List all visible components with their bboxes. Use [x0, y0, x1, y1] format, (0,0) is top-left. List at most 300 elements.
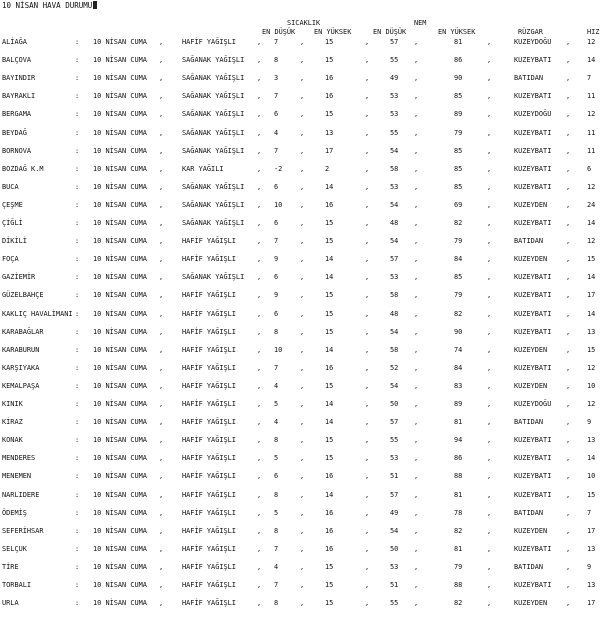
- comma-separator: ,: [257, 599, 262, 608]
- table-row: [0, 599, 609, 611]
- comma-separator: ,: [566, 581, 571, 589]
- comma-separator: ,: [300, 544, 305, 553]
- wind-direction-cell: KUZEYBATI: [514, 544, 552, 553]
- comma-separator: ,: [487, 110, 492, 119]
- wind-speed-cell: 12: [587, 38, 596, 46]
- comma-separator: ,: [159, 110, 164, 119]
- comma-separator: ,: [487, 526, 492, 535]
- place-cell: KARABAĞLAR: [2, 327, 44, 336]
- humidity-max-cell: 82: [454, 219, 463, 227]
- comma-separator: ,: [566, 146, 571, 155]
- place-cell: KAKLIÇ HAVALİMANI: [2, 309, 73, 318]
- comma-separator: ,: [414, 381, 419, 390]
- comma-separator: ,: [365, 200, 370, 209]
- humidity-max-cell: 81: [454, 418, 463, 427]
- humidity-min-cell: 55: [390, 128, 399, 137]
- humidity-min-cell: 52: [390, 363, 399, 372]
- temp-max-cell: 14: [325, 273, 334, 282]
- comma-separator: ,: [300, 345, 305, 354]
- comma-separator: ,: [566, 291, 571, 300]
- colon-separator: :: [75, 490, 80, 499]
- comma-separator: ,: [257, 110, 262, 119]
- colon-separator: :: [75, 237, 80, 246]
- humidity-max-cell: 84: [454, 363, 463, 372]
- comma-separator: ,: [487, 544, 492, 553]
- comma-separator: ,: [257, 436, 262, 445]
- wind-speed-cell: 24: [587, 200, 596, 209]
- colon-separator: :: [75, 128, 80, 137]
- comma-separator: ,: [365, 182, 370, 191]
- comma-separator: ,: [257, 454, 262, 463]
- comma-separator: ,: [300, 219, 305, 227]
- header-ruzgar: RÜZGAR: [518, 28, 543, 36]
- comma-separator: ,: [300, 327, 305, 336]
- colon-separator: :: [75, 182, 80, 191]
- comma-separator: ,: [257, 273, 262, 282]
- temp-max-cell: 15: [325, 327, 334, 336]
- colon-separator: :: [75, 219, 80, 227]
- place-cell: ALİAĞA: [2, 38, 27, 46]
- comma-separator: ,: [159, 418, 164, 427]
- wind-speed-cell: 15: [587, 345, 596, 354]
- place-cell: BAYRAKLI: [2, 92, 36, 101]
- comma-separator: ,: [487, 182, 492, 191]
- colon-separator: :: [75, 56, 80, 65]
- comma-separator: ,: [257, 255, 262, 264]
- date-cell: 10 NİSAN CUMA: [93, 562, 147, 571]
- humidity-max-cell: 69: [454, 200, 463, 209]
- comma-separator: ,: [365, 110, 370, 119]
- comma-separator: ,: [300, 200, 305, 209]
- text-cursor: [93, 1, 97, 9]
- table-row: [0, 74, 609, 86]
- humidity-min-cell: 54: [390, 327, 399, 336]
- colon-separator: :: [75, 327, 80, 336]
- wind-speed-cell: 17: [587, 526, 596, 535]
- header-temp-max: EN YÜKSEK: [314, 28, 352, 36]
- colon-separator: :: [75, 508, 80, 517]
- place-cell: NARLIDERE: [2, 490, 40, 499]
- colon-separator: :: [75, 472, 80, 481]
- wind-direction-cell: KUZEYBATI: [514, 92, 552, 101]
- comma-separator: ,: [159, 363, 164, 372]
- temp-max-cell: 15: [325, 599, 334, 608]
- comma-separator: ,: [414, 327, 419, 336]
- colon-separator: :: [75, 273, 80, 282]
- wind-direction-cell: KUZEYDEN: [514, 599, 548, 608]
- comma-separator: ,: [487, 146, 492, 155]
- place-cell: ÇEŞME: [2, 200, 23, 209]
- temp-min-cell: 9: [274, 255, 279, 264]
- comma-separator: ,: [566, 219, 571, 227]
- temp-max-cell: 16: [325, 363, 334, 372]
- wind-speed-cell: 7: [587, 74, 592, 83]
- comma-separator: ,: [159, 200, 164, 209]
- temp-min-cell: 7: [274, 363, 279, 372]
- date-cell: 10 NİSAN CUMA: [93, 291, 147, 300]
- table-row: [0, 491, 609, 503]
- comma-separator: ,: [414, 363, 419, 372]
- table-row: [0, 56, 609, 68]
- humidity-min-cell: 53: [390, 110, 399, 119]
- humidity-max-cell: 82: [454, 599, 463, 608]
- table-row: [0, 165, 609, 177]
- comma-separator: ,: [365, 327, 370, 336]
- weather-cell: HAFİF YAĞIŞLI: [182, 508, 236, 517]
- comma-separator: ,: [300, 237, 305, 246]
- comma-separator: ,: [159, 562, 164, 571]
- temp-max-cell: 15: [325, 381, 334, 390]
- comma-separator: ,: [257, 309, 262, 318]
- place-cell: SEFERİHSAR: [2, 526, 44, 535]
- date-cell: 10 NİSAN CUMA: [93, 526, 147, 535]
- temp-max-cell: 16: [325, 526, 334, 535]
- temp-min-cell: 7: [274, 237, 279, 246]
- weather-cell: HAFİF YAĞIŞLI: [182, 237, 236, 246]
- weather-cell: HAFİF YAĞIŞLI: [182, 363, 236, 372]
- comma-separator: ,: [414, 74, 419, 83]
- comma-separator: ,: [159, 490, 164, 499]
- comma-separator: ,: [414, 454, 419, 463]
- temp-max-cell: 15: [325, 309, 334, 318]
- wind-speed-cell: 12: [587, 110, 596, 119]
- wind-direction-cell: KUZEYBATI: [514, 581, 552, 589]
- comma-separator: ,: [159, 327, 164, 336]
- wind-speed-cell: 7: [587, 508, 592, 517]
- wind-speed-cell: 15: [587, 255, 596, 264]
- date-cell: 10 NİSAN CUMA: [93, 255, 147, 264]
- comma-separator: ,: [487, 309, 492, 318]
- comma-separator: ,: [566, 381, 571, 390]
- comma-separator: ,: [566, 436, 571, 445]
- weather-cell: HAFİF YAĞIŞLI: [182, 562, 236, 571]
- humidity-min-cell: 55: [390, 436, 399, 445]
- temp-max-cell: 15: [325, 581, 334, 589]
- comma-separator: ,: [257, 544, 262, 553]
- comma-separator: ,: [487, 92, 492, 101]
- humidity-min-cell: 58: [390, 291, 399, 300]
- table-row: [0, 328, 609, 340]
- comma-separator: ,: [566, 418, 571, 427]
- place-cell: MENDERES: [2, 454, 36, 463]
- comma-separator: ,: [257, 182, 262, 191]
- wind-direction-cell: KUZEYBATI: [514, 490, 552, 499]
- colon-separator: :: [75, 92, 80, 101]
- humidity-min-cell: 53: [390, 273, 399, 282]
- temp-min-cell: 4: [274, 562, 279, 571]
- comma-separator: ,: [257, 146, 262, 155]
- humidity-min-cell: 57: [390, 418, 399, 427]
- comma-separator: ,: [365, 56, 370, 65]
- wind-direction-cell: KUZEYBATI: [514, 273, 552, 282]
- place-cell: BOZDAĞ K.M: [2, 164, 44, 173]
- comma-separator: ,: [300, 255, 305, 264]
- comma-separator: ,: [300, 436, 305, 445]
- comma-separator: ,: [159, 273, 164, 282]
- place-cell: URLA: [2, 599, 19, 608]
- comma-separator: ,: [300, 581, 305, 589]
- weather-cell: HAFİF YAĞIŞLI: [182, 381, 236, 390]
- date-cell: 10 NİSAN CUMA: [93, 56, 147, 65]
- date-cell: 10 NİSAN CUMA: [93, 363, 147, 372]
- humidity-min-cell: 57: [390, 255, 399, 264]
- temp-max-cell: 15: [325, 291, 334, 300]
- humidity-max-cell: 78: [454, 508, 463, 517]
- wind-speed-cell: 11: [587, 92, 596, 101]
- comma-separator: ,: [257, 400, 262, 408]
- table-row: [0, 201, 609, 213]
- humidity-max-cell: 85: [454, 164, 463, 173]
- comma-separator: ,: [365, 526, 370, 535]
- wind-direction-cell: KUZEYBATI: [514, 128, 552, 137]
- comma-separator: ,: [365, 472, 370, 481]
- comma-separator: ,: [487, 74, 492, 83]
- temp-min-cell: 4: [274, 128, 279, 137]
- date-cell: 10 NİSAN CUMA: [93, 219, 147, 227]
- wind-direction-cell: KUZEYDEN: [514, 381, 548, 390]
- comma-separator: ,: [487, 291, 492, 300]
- comma-separator: ,: [257, 237, 262, 246]
- comma-separator: ,: [365, 309, 370, 318]
- weather-cell: SAĞANAK YAĞIŞLI: [182, 146, 245, 155]
- temp-min-cell: 6: [274, 219, 279, 227]
- colon-separator: :: [75, 544, 80, 553]
- comma-separator: ,: [566, 164, 571, 173]
- humidity-max-cell: 89: [454, 110, 463, 119]
- wind-direction-cell: KUZEYBATI: [514, 363, 552, 372]
- temp-max-cell: 15: [325, 436, 334, 445]
- wind-direction-cell: BATIDAN: [514, 508, 544, 517]
- comma-separator: ,: [566, 345, 571, 354]
- temp-max-cell: 14: [325, 182, 334, 191]
- wind-speed-cell: 12: [587, 400, 596, 408]
- date-cell: 10 NİSAN CUMA: [93, 508, 147, 517]
- comma-separator: ,: [159, 219, 164, 227]
- date-cell: 10 NİSAN CUMA: [93, 472, 147, 481]
- comma-separator: ,: [365, 164, 370, 173]
- temp-min-cell: 3: [274, 74, 279, 83]
- comma-separator: ,: [487, 38, 492, 46]
- comma-separator: ,: [414, 526, 419, 535]
- comma-separator: ,: [257, 345, 262, 354]
- comma-separator: ,: [566, 255, 571, 264]
- humidity-min-cell: 50: [390, 544, 399, 553]
- comma-separator: ,: [300, 146, 305, 155]
- humidity-min-cell: 48: [390, 219, 399, 227]
- humidity-max-cell: 81: [454, 544, 463, 553]
- comma-separator: ,: [300, 38, 305, 46]
- comma-separator: ,: [365, 273, 370, 282]
- humidity-min-cell: 54: [390, 146, 399, 155]
- comma-separator: ,: [566, 544, 571, 553]
- comma-separator: ,: [159, 400, 164, 408]
- temp-min-cell: 6: [274, 182, 279, 191]
- table-row: [0, 183, 609, 195]
- humidity-max-cell: 79: [454, 237, 463, 246]
- humidity-min-cell: 53: [390, 182, 399, 191]
- comma-separator: ,: [300, 526, 305, 535]
- temp-min-cell: 8: [274, 599, 279, 608]
- temp-min-cell: 10: [274, 345, 283, 354]
- comma-separator: ,: [300, 418, 305, 427]
- weather-cell: HAFİF YAĞIŞLI: [182, 327, 236, 336]
- weather-cell: HAFİF YAĞIŞLI: [182, 418, 236, 427]
- temp-min-cell: 8: [274, 490, 279, 499]
- place-cell: BALÇOVA: [2, 56, 32, 65]
- comma-separator: ,: [300, 472, 305, 481]
- humidity-max-cell: 79: [454, 291, 463, 300]
- place-cell: KİRAZ: [2, 418, 23, 427]
- date-cell: 10 NİSAN CUMA: [93, 146, 147, 155]
- humidity-min-cell: 57: [390, 38, 399, 46]
- date-cell: 10 NİSAN CUMA: [93, 454, 147, 463]
- wind-direction-cell: KUZEYDOĞU: [514, 110, 552, 119]
- temp-min-cell: 6: [274, 273, 279, 282]
- comma-separator: ,: [487, 381, 492, 390]
- document-title: [2, 1, 97, 10]
- comma-separator: ,: [487, 164, 492, 173]
- colon-separator: :: [75, 562, 80, 571]
- wind-direction-cell: BATIDAN: [514, 418, 544, 427]
- wind-direction-cell: KUZEYDOĞU: [514, 38, 552, 46]
- comma-separator: ,: [365, 38, 370, 46]
- header-nem: NEM: [414, 19, 427, 27]
- comma-separator: ,: [414, 472, 419, 481]
- comma-separator: ,: [566, 508, 571, 517]
- comma-separator: ,: [414, 490, 419, 499]
- comma-separator: ,: [365, 128, 370, 137]
- wind-direction-cell: KUZEYBATI: [514, 291, 552, 300]
- comma-separator: ,: [159, 309, 164, 318]
- weather-cell: SAĞANAK YAĞIŞLI: [182, 182, 245, 191]
- comma-separator: ,: [566, 38, 571, 46]
- comma-separator: ,: [300, 400, 305, 408]
- temp-min-cell: 7: [274, 581, 279, 589]
- date-cell: 10 NİSAN CUMA: [93, 74, 147, 83]
- temp-min-cell: 4: [274, 381, 279, 390]
- temp-min-cell: 8: [274, 327, 279, 336]
- table-row: [0, 454, 609, 466]
- place-cell: TORBALI: [2, 581, 32, 589]
- humidity-min-cell: 51: [390, 581, 399, 589]
- place-cell: BUCA: [2, 182, 19, 191]
- comma-separator: ,: [365, 345, 370, 354]
- comma-separator: ,: [257, 581, 262, 589]
- comma-separator: ,: [257, 74, 262, 83]
- colon-separator: :: [75, 38, 80, 46]
- date-cell: 10 NİSAN CUMA: [93, 128, 147, 137]
- humidity-max-cell: 84: [454, 255, 463, 264]
- comma-separator: ,: [487, 255, 492, 264]
- date-cell: 10 NİSAN CUMA: [93, 164, 147, 173]
- comma-separator: ,: [300, 182, 305, 191]
- comma-separator: ,: [300, 490, 305, 499]
- temp-min-cell: 6: [274, 472, 279, 481]
- comma-separator: ,: [414, 237, 419, 246]
- date-cell: 10 NİSAN CUMA: [93, 436, 147, 445]
- comma-separator: ,: [487, 436, 492, 445]
- date-cell: 10 NİSAN CUMA: [93, 200, 147, 209]
- comma-separator: ,: [257, 92, 262, 101]
- comma-separator: ,: [566, 237, 571, 246]
- temp-min-cell: 8: [274, 56, 279, 65]
- comma-separator: ,: [414, 544, 419, 553]
- temp-min-cell: 4: [274, 418, 279, 427]
- comma-separator: ,: [414, 581, 419, 589]
- temp-min-cell: 6: [274, 110, 279, 119]
- comma-separator: ,: [159, 526, 164, 535]
- date-cell: 10 NİSAN CUMA: [93, 38, 147, 46]
- weather-cell: HAFİF YAĞIŞLI: [182, 255, 236, 264]
- comma-separator: ,: [414, 599, 419, 608]
- wind-speed-cell: 14: [587, 273, 596, 282]
- wind-direction-cell: KUZEYBATI: [514, 472, 552, 481]
- humidity-max-cell: 83: [454, 381, 463, 390]
- header-temp-min: EN DÜŞÜK: [262, 28, 296, 36]
- comma-separator: ,: [257, 164, 262, 173]
- comma-separator: ,: [487, 56, 492, 65]
- comma-separator: ,: [159, 581, 164, 589]
- place-cell: MENEMEN: [2, 472, 32, 481]
- comma-separator: ,: [257, 418, 262, 427]
- comma-separator: ,: [487, 400, 492, 408]
- comma-separator: ,: [300, 291, 305, 300]
- comma-separator: ,: [414, 146, 419, 155]
- comma-separator: ,: [159, 508, 164, 517]
- comma-separator: ,: [566, 110, 571, 119]
- comma-separator: ,: [414, 273, 419, 282]
- colon-separator: :: [75, 74, 80, 83]
- comma-separator: ,: [159, 182, 164, 191]
- wind-direction-cell: KUZEYBATI: [514, 454, 552, 463]
- table-row: [0, 400, 609, 412]
- comma-separator: ,: [566, 128, 571, 137]
- temp-max-cell: 15: [325, 56, 334, 65]
- wind-speed-cell: 12: [587, 237, 596, 246]
- comma-separator: ,: [300, 164, 305, 173]
- weather-cell: HAFİF YAĞIŞLI: [182, 472, 236, 481]
- wind-direction-cell: KUZEYBATI: [514, 146, 552, 155]
- humidity-max-cell: 85: [454, 92, 463, 101]
- temp-max-cell: 14: [325, 255, 334, 264]
- comma-separator: ,: [414, 200, 419, 209]
- comma-separator: ,: [300, 508, 305, 517]
- comma-separator: ,: [487, 508, 492, 517]
- comma-separator: ,: [257, 526, 262, 535]
- humidity-max-cell: 88: [454, 581, 463, 589]
- humidity-min-cell: 53: [390, 92, 399, 101]
- humidity-max-cell: 82: [454, 526, 463, 535]
- temp-min-cell: 5: [274, 400, 279, 408]
- wind-direction-cell: KUZEYBATI: [514, 436, 552, 445]
- place-cell: BAYINDIR: [2, 74, 36, 83]
- header-hum-max: EN YÜKSEK: [438, 28, 476, 36]
- comma-separator: ,: [566, 599, 571, 608]
- comma-separator: ,: [414, 309, 419, 318]
- wind-speed-cell: 10: [587, 472, 596, 481]
- place-cell: DİKİLİ: [2, 237, 27, 246]
- table-row: [0, 436, 609, 448]
- comma-separator: ,: [365, 381, 370, 390]
- weather-cell: HAFİF YAĞIŞLI: [182, 490, 236, 499]
- humidity-max-cell: 79: [454, 128, 463, 137]
- comma-separator: ,: [414, 400, 419, 408]
- comma-separator: ,: [365, 237, 370, 246]
- wind-speed-cell: 17: [587, 291, 596, 300]
- comma-separator: ,: [414, 56, 419, 65]
- weather-cell: HAFİF YAĞIŞLI: [182, 581, 236, 589]
- humidity-min-cell: 54: [390, 381, 399, 390]
